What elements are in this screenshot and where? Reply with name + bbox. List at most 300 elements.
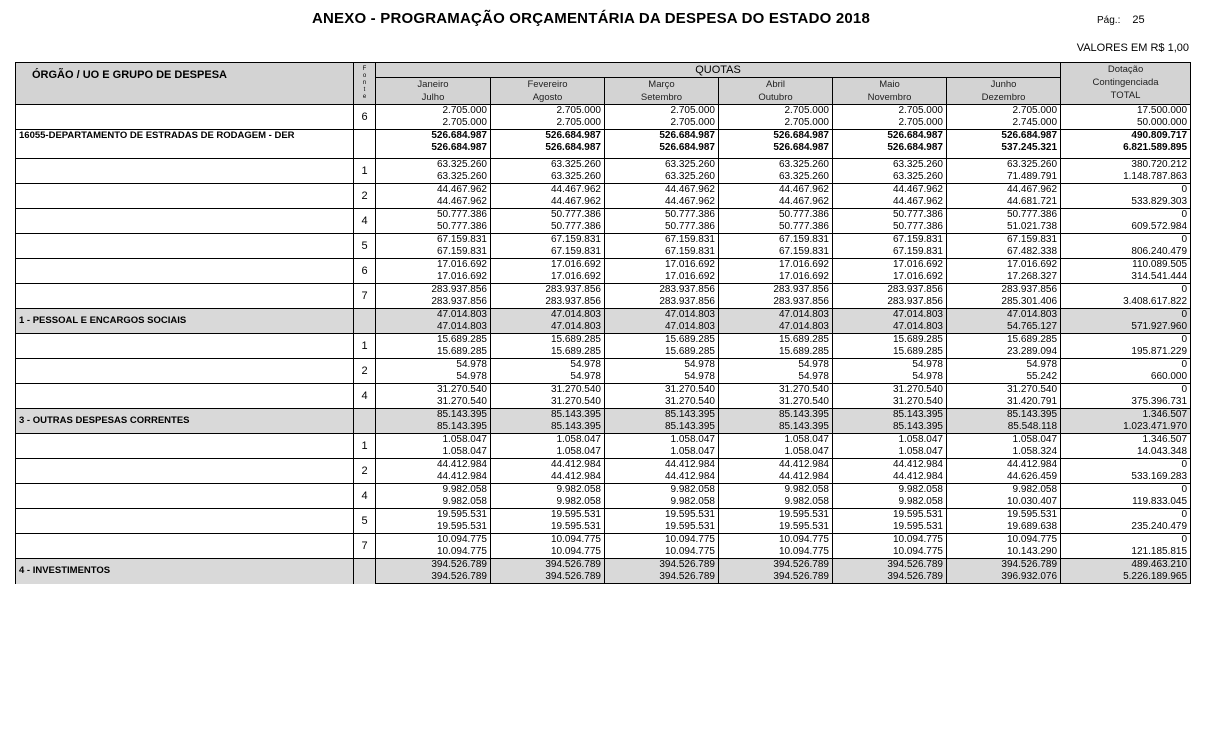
month-header-bottom: Setembro [605,91,719,105]
month-value-cell: 44.467.962 [605,196,719,209]
month-value-cell: 1.058.047 [491,434,605,447]
month-value-cell: 67.159.831 [719,234,833,247]
month-value-cell: 394.526.789 [719,559,833,572]
month-value-cell: 526.684.987 [947,130,1061,143]
dotacao-line: Dotação [1107,64,1144,75]
fonte-cell: 1 [354,434,376,459]
dotacao-cell: 1.346.507 [1061,434,1191,447]
month-value-cell: 85.143.395 [605,409,719,422]
month-value-cell: 47.014.803 [605,309,719,322]
month-value-cell: 54.978 [605,371,719,384]
month-value-cell: 19.595.531 [376,509,491,522]
month-value-cell: 526.684.987 [376,130,491,143]
month-value-cell: 2.705.000 [833,105,947,118]
month-value-cell: 44.467.962 [833,196,947,209]
month-value-cell: 1.058.047 [833,434,947,447]
month-value-cell: 85.143.395 [605,421,719,434]
month-value-cell: 67.159.831 [376,246,491,259]
month-value-cell: 50.777.386 [605,209,719,222]
month-value-cell: 394.526.789 [719,571,833,584]
row-label [16,334,354,359]
month-header-top: Junho [947,78,1061,92]
row-label: 1 - PESSOAL E ENCARGOS SOCIAIS [16,309,354,334]
month-value-cell: 15.689.285 [491,334,605,347]
month-value-cell: 47.014.803 [605,321,719,334]
month-value-cell: 67.159.831 [491,234,605,247]
fonte-cell: 6 [354,105,376,130]
month-value-cell: 19.595.531 [833,509,947,522]
month-value-cell: 67.159.831 [833,246,947,259]
month-value-cell: 9.982.058 [605,484,719,497]
month-value-cell: 19.595.531 [605,521,719,534]
month-value-cell: 2.705.000 [719,105,833,118]
month-value-cell: 50.777.386 [719,209,833,222]
month-value-cell: 50.777.386 [376,209,491,222]
month-value-cell: 44.467.962 [833,184,947,197]
table-row [16,209,1191,222]
month-value-cell: 47.014.803 [491,309,605,322]
month-value-cell: 19.595.531 [833,521,947,534]
month-value-cell: 44.467.962 [719,184,833,197]
month-value-cell: 47.014.803 [833,309,947,322]
row-label: 16055-DEPARTAMENTO DE ESTRADAS DE RODAGEM - DER [16,130,354,159]
fonte-cell: 4 [354,484,376,509]
month-value-cell: 526.684.987 [605,130,719,143]
month-value-cell: 17.016.692 [376,271,491,284]
month-value-cell: 9.982.058 [491,484,605,497]
month-value-cell: 44.412.984 [376,459,491,472]
fonte-cell [354,309,376,334]
month-value-cell: 50.777.386 [947,209,1061,222]
month-value-cell: 17.016.692 [491,259,605,272]
fonte-cell [354,130,376,159]
fonte-cell [354,559,376,584]
dotacao-cell: 0 [1061,384,1191,397]
total-cell: 314.541.444 [1061,271,1191,284]
fonte-cell: 7 [354,284,376,309]
month-value-cell: 47.014.803 [719,321,833,334]
fonte-cell: 2 [354,359,376,384]
month-value-cell: 394.526.789 [491,571,605,584]
dotacao-cell: 489.463.210 [1061,559,1191,572]
month-value-cell: 85.143.395 [833,409,947,422]
table-row [16,234,1191,247]
total-cell: 533.169.283 [1061,471,1191,484]
row-label [16,259,354,284]
dotacao-cell: 0 [1061,359,1191,372]
month-value-cell: 1.058.047 [605,434,719,447]
month-value-cell: 10.094.775 [376,546,491,559]
row-label [16,234,354,259]
month-value-cell: 54.978 [376,371,491,384]
month-value-cell: 283.937.856 [719,296,833,309]
month-value-cell: 17.268.327 [947,271,1061,284]
month-value-cell: 50.777.386 [833,221,947,234]
month-value-cell: 394.526.789 [491,559,605,572]
table-row [16,359,1191,372]
budget-table [15,62,1191,584]
month-value-cell: 283.937.856 [833,284,947,297]
month-value-cell: 283.937.856 [605,284,719,297]
month-value-cell: 44.412.984 [719,471,833,484]
month-value-cell: 10.094.775 [605,534,719,547]
row-label [16,384,354,409]
month-value-cell: 44.467.962 [376,196,491,209]
month-header-bottom: Agosto [491,91,605,105]
month-value-cell: 54.978 [947,359,1061,372]
month-value-cell: 1.058.324 [947,446,1061,459]
month-value-cell: 63.325.260 [719,159,833,172]
currency-note: VALORES EM R$ 1,00 [1076,42,1189,54]
dotacao-cell: 0 [1061,309,1191,322]
month-value-cell: 31.270.540 [833,384,947,397]
row-label [16,459,354,484]
month-value-cell: 31.270.540 [491,384,605,397]
month-value-cell: 31.270.540 [605,384,719,397]
month-value-cell: 10.094.775 [719,546,833,559]
month-value-cell: 50.777.386 [491,221,605,234]
dotacao-cell: 380.720.212 [1061,159,1191,172]
month-value-cell: 1.058.047 [719,446,833,459]
month-value-cell: 1.058.047 [719,434,833,447]
month-value-cell: 50.777.386 [376,221,491,234]
fonte-cell: 2 [354,459,376,484]
month-value-cell: 10.094.775 [491,534,605,547]
month-value-cell: 63.325.260 [833,159,947,172]
month-value-cell: 526.684.987 [491,130,605,143]
month-value-cell: 526.684.987 [833,142,947,154]
month-value-cell: 44.467.962 [719,196,833,209]
month-value-cell: 31.270.540 [719,384,833,397]
table-header [16,63,1191,105]
month-value-cell: 283.937.856 [491,284,605,297]
month-value-cell: 526.684.987 [719,130,833,143]
dotacao-cell: 0 [1061,209,1191,222]
row-label [16,209,354,234]
month-value-cell: 31.270.540 [605,396,719,409]
month-value-cell: 1.058.047 [947,434,1061,447]
total-cell: 1.148.787.863 [1061,171,1191,184]
month-value-cell: 44.412.984 [833,471,947,484]
fonte-cell: 4 [354,209,376,234]
month-value-cell: 2.705.000 [491,117,605,130]
month-value-cell: 2.705.000 [947,105,1061,118]
table-row [16,284,1191,297]
month-value-cell: 63.325.260 [376,159,491,172]
month-value-cell: 17.016.692 [833,271,947,284]
table-row [16,105,1191,118]
total-cell: 5.226.189.965 [1061,571,1191,584]
month-value-cell: 50.777.386 [719,221,833,234]
month-value-cell: 19.689.638 [947,521,1061,534]
row-label: 4 - INVESTIMENTOS [16,559,354,584]
month-value-cell: 31.270.540 [947,384,1061,397]
month-value-cell: 9.982.058 [491,496,605,509]
month-value-cell: 10.094.775 [833,534,947,547]
report-title: ANEXO - PROGRAMAÇÃO ORÇAMENTÁRIA DA DESPESA DO ESTADO 2018 [311,10,871,27]
month-value-cell: 526.684.987 [605,142,719,154]
month-value-cell: 47.014.803 [719,309,833,322]
month-value-cell: 85.143.395 [719,409,833,422]
month-value-cell: 47.014.803 [376,309,491,322]
dotacao-cell: 0 [1061,334,1191,347]
page-label: Pág.: [1097,15,1121,26]
total-cell: 235.240.479 [1061,521,1191,534]
month-value-cell: 63.325.260 [833,171,947,184]
month-value-cell: 394.526.789 [376,559,491,572]
month-value-cell: 54.978 [719,359,833,372]
month-value-cell: 19.595.531 [719,509,833,522]
month-value-cell: 44.412.984 [719,459,833,472]
row-label [16,434,354,459]
month-value-cell: 31.270.540 [376,384,491,397]
page-number: 25 [1132,14,1145,26]
month-value-cell: 17.016.692 [491,271,605,284]
month-value-cell: 15.689.285 [491,346,605,359]
total-cell: 3.408.617.822 [1061,296,1191,309]
month-value-cell: 85.143.395 [719,421,833,434]
month-value-cell: 17.016.692 [605,271,719,284]
dotacao-cell: 17.500.000 [1061,105,1191,118]
month-header-bottom: Outubro [719,91,833,105]
month-value-cell: 63.325.260 [719,171,833,184]
month-value-cell: 44.412.984 [605,459,719,472]
total-cell: 121.185.815 [1061,546,1191,559]
table-row [16,259,1191,272]
dotacao-cell: 0 [1061,234,1191,247]
month-value-cell: 54.978 [491,359,605,372]
month-value-cell: 283.937.856 [833,296,947,309]
month-value-cell: 283.937.856 [605,296,719,309]
month-value-cell: 63.325.260 [605,171,719,184]
month-value-cell: 51.021.738 [947,221,1061,234]
month-value-cell: 9.982.058 [719,496,833,509]
fonte-letter: o [362,73,367,79]
month-value-cell: 67.159.831 [605,246,719,259]
month-value-cell: 44.467.962 [491,184,605,197]
dotacao-cell: 110.089.505 [1061,259,1191,272]
month-value-cell: 537.245.321 [947,142,1061,154]
month-value-cell: 15.689.285 [605,346,719,359]
month-value-cell: 1.058.047 [833,446,947,459]
month-value-cell: 85.143.395 [491,421,605,434]
month-value-cell: 54.978 [719,371,833,384]
month-value-cell: 44.412.984 [491,471,605,484]
month-value-cell: 10.094.775 [491,546,605,559]
month-value-cell: 67.159.831 [947,234,1061,247]
orgao-header: ÓRGÃO / UO E GRUPO DE DESPESA [16,63,354,105]
row-label [16,509,354,534]
total-cell: 571.927.960 [1061,321,1191,334]
month-value-cell: 2.705.000 [376,117,491,130]
table-row [16,559,1191,572]
month-value-cell: 526.684.987 [719,142,833,154]
month-value-cell: 9.982.058 [376,496,491,509]
month-value-cell: 50.777.386 [605,221,719,234]
month-value-cell: 55.242 [947,371,1061,384]
total-cell: 50.000.000 [1061,117,1191,130]
fonte-letter: e [362,94,367,100]
month-value-cell: 15.689.285 [947,334,1061,347]
table-row [16,184,1191,197]
month-value-cell: 394.526.789 [947,559,1061,572]
total-cell: 375.396.731 [1061,396,1191,409]
total-cell: 806.240.479 [1061,246,1191,259]
month-value-cell: 285.301.406 [947,296,1061,309]
table-row [16,334,1191,347]
total-cell: 119.833.045 [1061,496,1191,509]
month-value-cell: 15.689.285 [719,334,833,347]
month-value-cell: 10.094.775 [833,546,947,559]
month-value-cell: 31.270.540 [833,396,947,409]
month-value-cell: 85.143.395 [376,409,491,422]
dotacao-header [1061,63,1191,105]
month-value-cell: 31.270.540 [719,396,833,409]
month-value-cell: 44.412.984 [947,459,1061,472]
dotacao-cell: 0 [1061,184,1191,197]
month-value-cell: 9.982.058 [833,496,947,509]
month-value-cell: 31.270.540 [376,396,491,409]
month-header-top: Fevereiro [491,78,605,92]
dotacao-cell: 0 [1061,534,1191,547]
month-value-cell: 63.325.260 [605,159,719,172]
month-value-cell: 31.420.791 [947,396,1061,409]
month-value-cell: 10.094.775 [947,534,1061,547]
fonte-letter: n [362,80,367,86]
month-value-cell: 2.705.000 [605,117,719,130]
total-cell: 1.023.471.970 [1061,421,1191,434]
month-value-cell: 50.777.386 [491,209,605,222]
dotacao-cell: 0 [1061,284,1191,297]
month-value-cell: 2.705.000 [605,105,719,118]
table-row [16,159,1191,172]
total-cell: 533.829.303 [1061,196,1191,209]
month-value-cell: 44.467.962 [491,196,605,209]
month-header-bottom: Julho [376,91,491,105]
month-header-top: Janeiro [376,78,491,92]
dotacao-line: TOTAL [1110,90,1141,101]
month-value-cell: 10.094.775 [719,534,833,547]
month-value-cell: 9.982.058 [376,484,491,497]
month-value-cell: 2.705.000 [719,117,833,130]
month-value-cell: 15.689.285 [833,346,947,359]
month-value-cell: 54.978 [833,371,947,384]
month-value-cell: 10.143.290 [947,546,1061,559]
month-value-cell: 526.684.987 [376,142,491,154]
month-value-cell: 15.689.285 [605,334,719,347]
month-value-cell: 44.626.459 [947,471,1061,484]
table-row [16,309,1191,322]
month-header-bottom: Dezembro [947,91,1061,105]
fonte-cell [354,409,376,434]
month-value-cell: 44.412.984 [376,471,491,484]
month-value-cell: 394.526.789 [605,571,719,584]
fonte-cell: 7 [354,534,376,559]
month-header-top: Maio [833,78,947,92]
row-label [16,359,354,384]
month-value-cell: 85.143.395 [947,409,1061,422]
month-value-cell: 283.937.856 [491,296,605,309]
dotacao-cell: 1.346.507 [1061,409,1191,422]
month-value-cell: 1.058.047 [605,446,719,459]
month-value-cell: 17.016.692 [947,259,1061,272]
month-value-cell: 2.705.000 [491,105,605,118]
table-row [16,459,1191,472]
table-row [16,409,1191,422]
month-value-cell: 63.325.260 [947,159,1061,172]
month-value-cell: 1.058.047 [376,434,491,447]
month-value-cell: 63.325.260 [491,159,605,172]
month-value-cell: 19.595.531 [491,521,605,534]
total-cell: 195.871.229 [1061,346,1191,359]
month-value-cell: 396.932.076 [947,571,1061,584]
dotacao-cell: 0 [1061,459,1191,472]
month-value-cell: 54.978 [833,359,947,372]
month-value-cell: 44.412.984 [833,459,947,472]
row-label [16,159,354,184]
month-value-cell: 47.014.803 [376,321,491,334]
month-value-cell: 2.745.000 [947,117,1061,130]
month-value-cell: 47.014.803 [833,321,947,334]
total-cell: 6.821.589.895 [1061,142,1191,154]
table-row [16,484,1191,497]
month-value-cell: 63.325.260 [491,171,605,184]
month-value-cell: 85.143.395 [833,421,947,434]
total-cell: 609.572.984 [1061,221,1191,234]
month-value-cell: 15.689.285 [376,334,491,347]
fonte-cell: 1 [354,159,376,184]
fonte-cell: 5 [354,509,376,534]
total-cell: 660.000 [1061,371,1191,384]
row-label [16,184,354,209]
dotacao-cell: 490.809.717 [1061,130,1191,143]
table-row [16,509,1191,522]
month-value-cell: 1.058.047 [376,446,491,459]
month-value-cell: 50.777.386 [833,209,947,222]
total-cell: 14.043.348 [1061,446,1191,459]
month-value-cell: 19.595.531 [491,509,605,522]
month-value-cell: 31.270.540 [491,396,605,409]
month-value-cell: 47.014.803 [491,321,605,334]
table-row [16,130,1191,143]
fonte-cell: 4 [354,384,376,409]
month-value-cell: 15.689.285 [376,346,491,359]
page-indicator [1097,14,1145,26]
month-value-cell: 526.684.987 [491,142,605,154]
month-value-cell: 67.159.831 [491,246,605,259]
table-row [16,384,1191,397]
month-value-cell: 44.467.962 [605,184,719,197]
month-value-cell: 85.548.118 [947,421,1061,434]
month-value-cell: 283.937.856 [947,284,1061,297]
month-value-cell: 526.684.987 [833,130,947,143]
month-value-cell: 54.978 [376,359,491,372]
fonte-cell: 1 [354,334,376,359]
month-value-cell: 17.016.692 [719,259,833,272]
month-value-cell: 44.412.984 [491,459,605,472]
month-value-cell: 67.159.831 [605,234,719,247]
month-value-cell: 10.094.775 [376,534,491,547]
month-value-cell: 9.982.058 [605,496,719,509]
month-value-cell: 9.982.058 [833,484,947,497]
month-value-cell: 9.982.058 [947,484,1061,497]
month-value-cell: 19.595.531 [376,521,491,534]
quotas-header: QUOTAS [376,63,1061,78]
table-row [16,434,1191,447]
month-value-cell: 283.937.856 [376,296,491,309]
month-value-cell: 2.705.000 [833,117,947,130]
month-value-cell: 71.489.791 [947,171,1061,184]
